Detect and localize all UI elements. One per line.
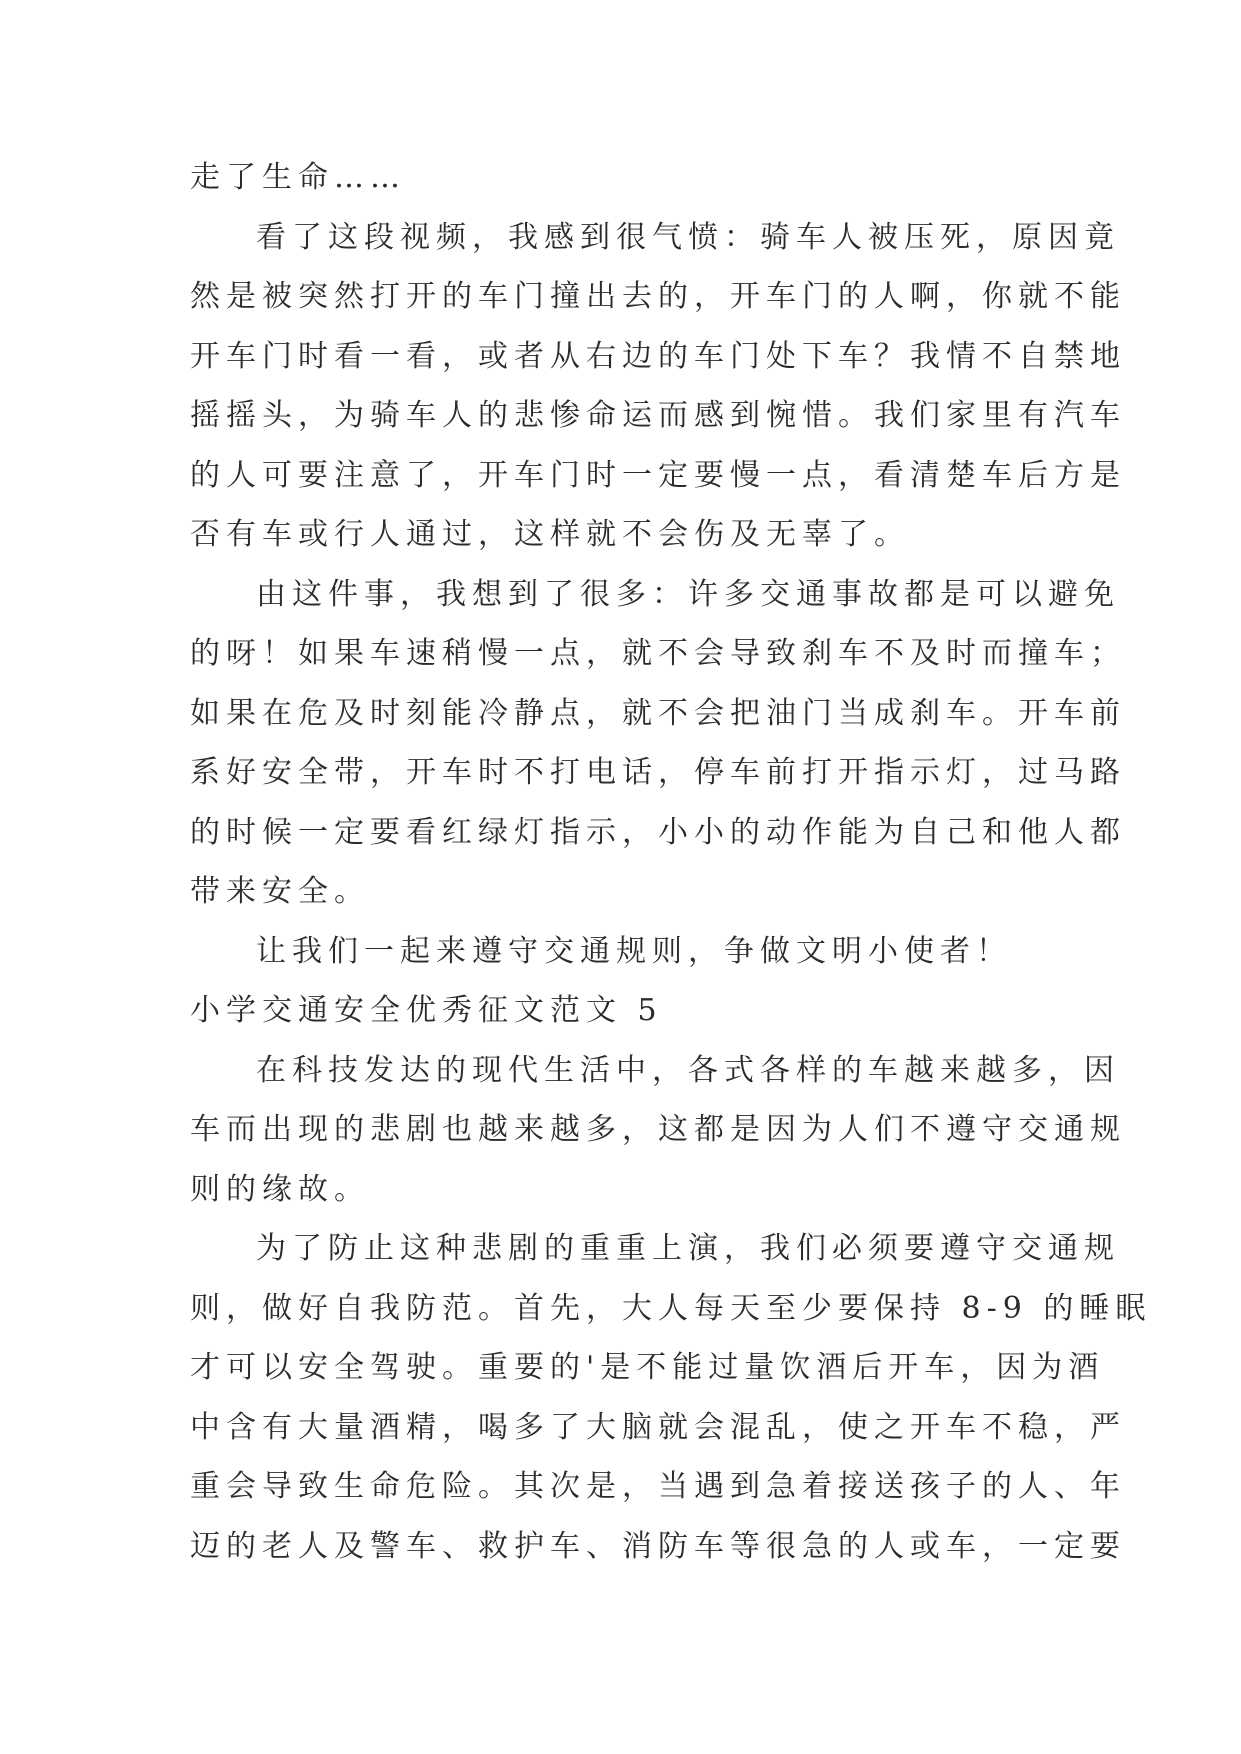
paragraph-5 [190, 1041, 1126, 1220]
text-line: 带来安全。 [190, 874, 370, 909]
text-line: 在科技发达的现代生活中，各式各样的车越来越多，因 [256, 1052, 1120, 1088]
paragraph-3 [190, 565, 1126, 922]
text-line: 如果在危及时刻能冷静点，就不会把油门当成刹车。开车前 [190, 695, 1126, 731]
text-line: 重会导致生命危险。其次是，当遇到急着接送孩子的人、年 [190, 1469, 1126, 1504]
text-line: 的时候一定要看红绿灯指示，小小的动作能为自己和他人都 [190, 814, 1126, 850]
text-line: 由这件事，我想到了很多：许多交通事故都是可以避免 [256, 576, 1120, 612]
text-line: 才可以安全驾驶。重要的'是不能过量饮酒后开车，因为酒 [190, 1350, 1105, 1385]
text-line: 迈的老人及警车、救护车、消防车等很急的人或车，一定要 [190, 1528, 1126, 1564]
document-body [190, 148, 1152, 1576]
text-line: 看了这段视频，我感到很气愤：骑车人被压死，原因竟 [256, 219, 1120, 255]
text-line: 走了生命…… [190, 160, 406, 195]
paragraph-6 [190, 1219, 1152, 1576]
text-line: 中含有大量酒精，喝多了大脑就会混乱，使之开车不稳，严 [190, 1409, 1126, 1445]
text-line: 否有车或行人通过，这样就不会伤及无辜了。 [190, 517, 910, 552]
text-line: 让我们一起来遵守交通规则，争做文明小使者！ [256, 933, 1012, 969]
text-line: 则，做好自我防范。首先，大人每天至少要保持 8-9 的睡眠 [190, 1290, 1152, 1326]
text-line: 开车门时看一看，或者从右边的车门处下车？我情不自禁地 [190, 338, 1126, 374]
text-line: 则的缘故。 [190, 1171, 370, 1207]
paragraph-2 [190, 208, 1126, 565]
paragraph-1 [190, 148, 1060, 208]
paragraph-4 [190, 922, 1060, 982]
text-line: 系好安全带，开车时不打电话，停车前打开指示灯，过马路 [190, 755, 1126, 790]
text-line: 摇摇头，为骑车人的悲惨命运而感到惋惜。我们家里有汽车 [190, 398, 1126, 433]
text-line: 为了防止这种悲剧的重重上演，我们必须要遵守交通规 [256, 1231, 1120, 1266]
text-line: 的呀！如果车速稍慢一点，就不会导致刹车不及时而撞车； [190, 636, 1126, 671]
text-line: 的人可要注意了，开车门时一定要慢一点，看清楚车后方是 [190, 457, 1126, 493]
section-heading [190, 981, 1060, 1041]
heading-line: 小学交通安全优秀征文范文 5 [190, 993, 663, 1028]
text-line: 车而出现的悲剧也越来越多，这都是因为人们不遵守交通规 [190, 1112, 1126, 1147]
text-line: 然是被突然打开的车门撞出去的，开车门的人啊，你就不能 [190, 279, 1126, 314]
